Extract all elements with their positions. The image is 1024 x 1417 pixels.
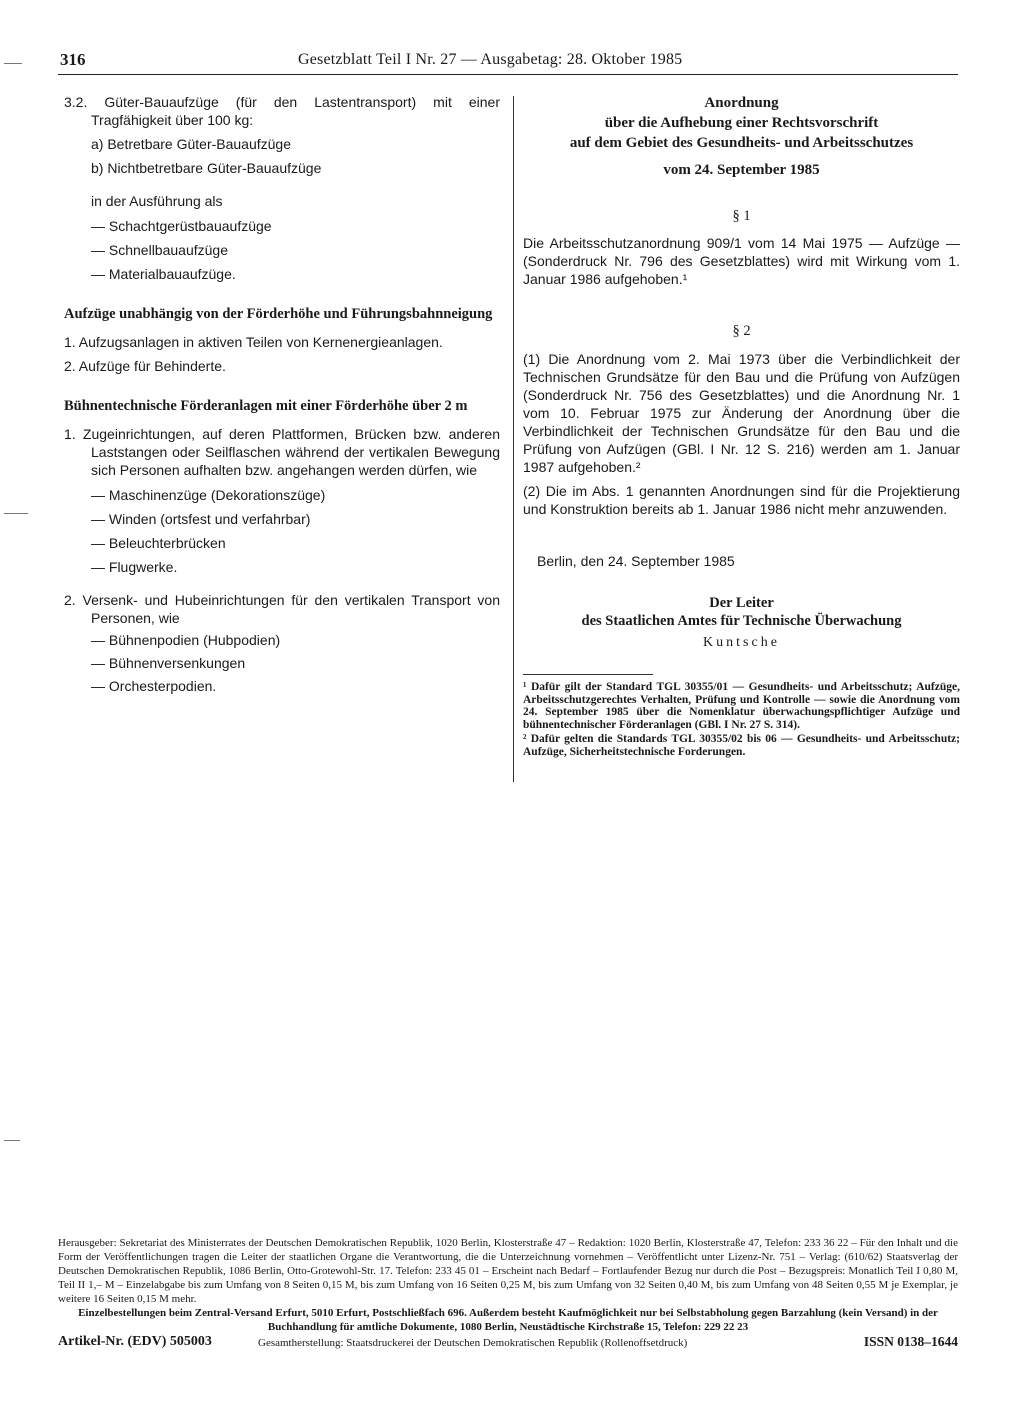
paragraph-heading-1: § 1: [732, 208, 751, 224]
list-item: — Orchesterpodien.: [91, 678, 217, 694]
scan-mark: [4, 63, 22, 64]
list-item: 1. Aufzugsanlagen in aktiven Teilen von Kernenergieanlagen.: [64, 334, 443, 350]
document-title-line: auf dem Gebiet des Gesundheits- und Arbeitsschutzes: [569, 135, 914, 151]
left-column: [64, 93, 500, 695]
list-item: — Flugwerke.: [91, 559, 178, 575]
printer-info: Gesamtherstellung: Staatsdruckerei der Deutschen Demokratischen Republik (Rollenoffsetdruck): [258, 1337, 688, 1349]
document-title-line: über die Aufhebung einer Rechtsvorschrift: [604, 115, 879, 131]
item-3-2-b: b) Nichtbetretbare Güter-Bauaufzüge: [91, 160, 322, 176]
column-divider: [513, 96, 514, 782]
header-title: Gesetzblatt Teil I Nr. 27 — Ausgabetag: 28. Oktober 1985: [298, 51, 683, 68]
article-number: Artikel-Nr. (EDV) 505003: [58, 1334, 212, 1349]
imprint-bottom-row: [58, 1335, 958, 1351]
document-title: Anordnung: [704, 95, 779, 111]
signer-name: Kuntsche: [703, 635, 780, 650]
imprint-publisher: Herausgeber: Sekretariat des Ministerrates der Deutschen Demokratischen Republik, 1020 Berlin, Klosterstraße 47 – Redaktion: 1020 Berlin, Klosterstraße 47, Telefon: 233 36 22 – Für den Inhalt und die Form der Veröffentlichungen tragen die Leiter der staatlichen Organe die Verantwortung, die die Unterzeichnung vornehmen – Veröffentlicht unter Lizenz-Nr. 751 – Verlag: (610/62) Staatsverlag der Deutschen Demokratischen Republik, 1086 Berlin, Otto-Grotewohl-Str. 17. Telefon: 233 45 01 – Erscheint nach Bedarf – Fortlaufender Bezug nur durch die Post – Bezugspreis: Monatlich Teil I 0,80 M, Teil II 1,– M – Einzelabgabe bis zum Umfang von 8 Seiten 0,15 M, bis zum Umfang von 16 Seiten 0,25 M, bis zum Umfang von 32 Seiten 0,40 M, bis zum Umfang von 48 Seiten 0,55 M je Exemplar, je weitere 16 Seiten 0,15 M mehr.: [58, 1237, 958, 1305]
paragraph-2-text-2: (2) Die im Abs. 1 genannten Anordnungen sind für die Projektierung und Konstruktion bereits ab 1. Januar 1986 nicht mehr anzuwenden.: [523, 483, 960, 517]
section-heading: Bühnentechnische Förderanlagen mit einer Förderhöhe über 2 m: [64, 398, 468, 414]
list-item: — Beleuchterbrücken: [91, 535, 226, 551]
list-item: — Maschinenzüge (Dekorationszüge): [91, 487, 326, 503]
issn: ISSN 0138–1644: [863, 1334, 958, 1349]
right-column: [523, 93, 960, 758]
footnote-2: ² Dafür gelten die Standards TGL 30355/02 bis 06 — Gesundheits- und Arbeitsschutz; Aufzüge, Sicherheitstechnische Forderungen.: [523, 733, 960, 758]
item-3-2-a: a) Betretbare Güter-Bauaufzüge: [91, 136, 292, 152]
list-item: — Schnellbauaufzüge: [91, 242, 228, 258]
place-date: Berlin, den 24. September 1985: [537, 553, 735, 569]
page-header: [58, 50, 958, 75]
list-item: 2. Aufzüge für Behinderte.: [64, 358, 226, 374]
list-item: — Bühnenversenkungen: [91, 655, 246, 671]
page-number: 316: [60, 50, 86, 69]
scan-mark: [4, 1140, 20, 1141]
scan-mark: [4, 513, 28, 514]
section-heading: Aufzüge unabhängig von der Förderhöhe und Führungsbahnneigung: [64, 306, 493, 322]
imprint-orders: Einzelbestellungen beim Zentral-Versand Erfurt, 5010 Erfurt, Postschließfach 696. Außerdem besteht Kaufmöglichkeit nur bei Selbstabholung gegen Barzahlung (kein Versand) in der Buchhandlung für amtliche Dokumente, 1080 Berlin, Neustädtische Kirchstraße 15, Telefon: 229 22 23: [78, 1307, 938, 1333]
footnote-rule: [523, 674, 653, 675]
paragraph-heading-2: § 2: [732, 323, 751, 339]
list-item: 2. Versenk- und Hubeinrichtungen für den vertikalen Transport von Personen, wie: [64, 592, 500, 626]
list-item: 1. Zugeinrichtungen, auf deren Plattformen, Brücken bzw. anderen Laststangen oder Seilflaschen während der vertikalen Bewegung sich Personen aufhalten bzw. angehangen werden dürfen, wie: [64, 426, 500, 478]
list-item: — Materialbauaufzüge.: [91, 266, 236, 282]
imprint: [58, 1236, 958, 1349]
list-item: — Bühnenpodien (Hubpodien): [91, 632, 281, 648]
paragraph-1-text: Die Arbeitsschutzanordnung 909/1 vom 14 Mai 1975 — Aufzüge — (Sonderdruck Nr. 796 des Gesetzblattes) wird mit Wirkung vom 1. Januar 1986 aufgehoben.¹: [523, 235, 960, 287]
footnote-1: ¹ Dafür gilt der Standard TGL 30355/01 — Gesundheits- und Arbeitsschutz; Aufzüge, Arbeitsschutzgerechtes Verhalten, Prüfung und Kontrolle — sowie die Anordnung vom 24. September 1985 über die Nomenklatur überwachungspflichtiger Aufzüge und bühnentechnischer Förderanlagen (GBl. I Nr. 27 S. 314).: [523, 681, 960, 731]
document-date: vom 24. September 1985: [663, 162, 820, 178]
paragraph-2-text-1: (1) Die Anordnung vom 2. Mai 1973 über die Verbindlichkeit der Technischen Grundsätze für den Bau und die Prüfung von Aufzügen (Sonderdruck Nr. 756 des Gesetzblattes) und die Anordnung Nr. 1 vom 10. Februar 1975 zur Änderung der Anordnung über die Verbindlichkeit der Technischen Grundsätze für den Bau und die Prüfung von Aufzügen (GBl. I Nr. 12 S. 216) werden am 1. Januar 1987 aufgehoben.²: [523, 351, 960, 475]
item-3-2: 3.2. Güter-Bauaufzüge (für den Lastentransport) mit einer Tragfähigkeit über 100 kg:: [64, 94, 500, 128]
list-item: — Schachtgerüstbauaufzüge: [91, 218, 272, 234]
ausfuehrung-intro: in der Ausführung als: [91, 193, 223, 209]
list-item: — Winden (ortsfest und verfahrbar): [91, 511, 311, 527]
signer-role: des Staatlichen Amtes für Technische Überwachung: [581, 613, 902, 629]
signer-role: Der Leiter: [709, 595, 774, 611]
